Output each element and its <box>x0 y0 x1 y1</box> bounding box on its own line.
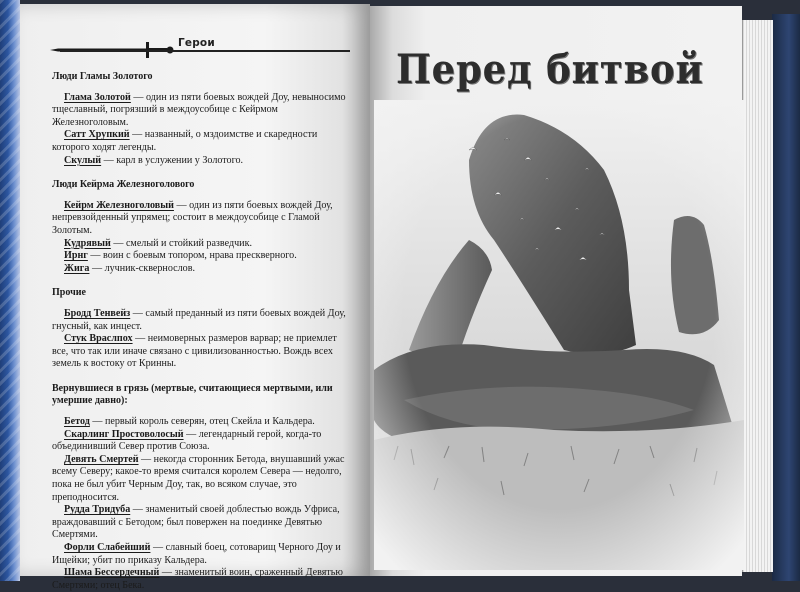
list-item <box>52 429 350 454</box>
list-item <box>52 155 350 168</box>
list-item <box>52 200 350 238</box>
list-item <box>52 333 350 371</box>
character-name: Ирнг <box>64 250 88 262</box>
character-name: Кудрявый <box>64 237 111 249</box>
list-item <box>52 263 350 276</box>
chapter-title: Перед битвой <box>396 46 704 93</box>
section-heading: Люди Кейрма Железноголового <box>52 179 195 191</box>
character-desc: — смелый и стойкий разведчик. <box>110 237 253 249</box>
character-name: Сатт Хрупкий <box>64 129 130 141</box>
list-item <box>52 250 350 263</box>
book-back-cover <box>772 14 800 581</box>
character-desc: — знаменитый своей доблестью вождь Уфриса, враждовавший с Бетодом; был повержен на поединке Девятью Смертями. <box>52 504 340 541</box>
list-item <box>52 238 350 251</box>
character-desc: — названный, о мздоимстве и скаредности которого ходят легенды. <box>52 129 318 153</box>
standing-stones-illustration <box>374 100 744 570</box>
character-name: Рудда Тридуба <box>64 504 131 516</box>
list-item <box>52 504 350 542</box>
list-item <box>52 92 350 130</box>
character-desc: — самый преданный из пяти боевых вождей Доу, гнусный, как инцест. <box>52 307 346 332</box>
character-name: Жига <box>64 262 90 274</box>
character-desc: — неимоверных размеров варвар; не приемлет все, что так или иначе связано с цивилизованностью. Вождь всех земель к востоку от Кринны. <box>52 333 337 370</box>
character-name: Кейрм Железноголовый <box>64 199 174 211</box>
character-name: Стук Враслпох <box>64 333 133 345</box>
character-desc: — карл в услужении у Золотого. <box>101 154 244 166</box>
character-name: Скарлинг Простоволосый <box>64 428 184 440</box>
character-desc: — знаменитый воин, сраженный Девятью Смертями; отец Бека. <box>52 567 343 591</box>
character-name: Бетод <box>64 416 90 428</box>
list-item <box>52 416 350 429</box>
character-desc: — один из пяти боевых вождей Доу, непревзойденный упрямец; состоит в междоусобице с Гламой Золотым. <box>52 199 333 236</box>
character-desc: — лучник-сквернослов. <box>89 262 195 274</box>
section-heading: Люди Гламы Золотого <box>52 71 153 82</box>
character-desc: — один из пяти боевых вождей Доу, невыносимо тщеславный, погрязший в междоусобице с Кейрмом Железноголовым. <box>52 91 346 128</box>
header-rule <box>60 50 350 52</box>
running-head: Герои <box>178 37 215 49</box>
book-cover-edge <box>0 0 20 581</box>
character-desc: — некогда сторонник Бетода, внушавший ужас всему Северу; какое-то время считался королем Севера — недолго, пока не был убит Черным Доу, так, во всяком случае, это преподносится. <box>52 453 345 503</box>
character-name: Глама Золотой <box>64 91 131 103</box>
character-name: Шама Бессердечный <box>64 567 160 579</box>
section-heading: Вернувшиеся в грязь (мертвые, считающиеся мертвыми, или умершие давно): <box>52 382 333 407</box>
list-item <box>52 308 350 333</box>
character-desc: — первый король северян, отец Скейла и Кальдера. <box>89 416 315 428</box>
character-list <box>52 71 350 592</box>
list-item <box>52 542 350 567</box>
character-name: Девять Смертей <box>64 453 139 465</box>
character-name: Форли Слабейший <box>64 542 151 553</box>
page-edges <box>742 20 773 572</box>
list-item <box>52 129 350 154</box>
character-name: Скулый <box>64 154 102 166</box>
list-item <box>52 567 350 592</box>
character-desc: — славный боец, сотоварищ Черного Доу и Ищейки; убит по приказу Кальдера. <box>52 542 341 566</box>
list-item <box>52 454 350 504</box>
character-desc: — легендарный герой, когда-то объединивший Север против Союза. <box>52 428 322 453</box>
character-name: Бродд Тенвейз <box>64 307 131 319</box>
section-heading: Прочие <box>52 287 86 299</box>
character-desc: — воин с боевым топором, нрава прескверного. <box>87 250 297 262</box>
